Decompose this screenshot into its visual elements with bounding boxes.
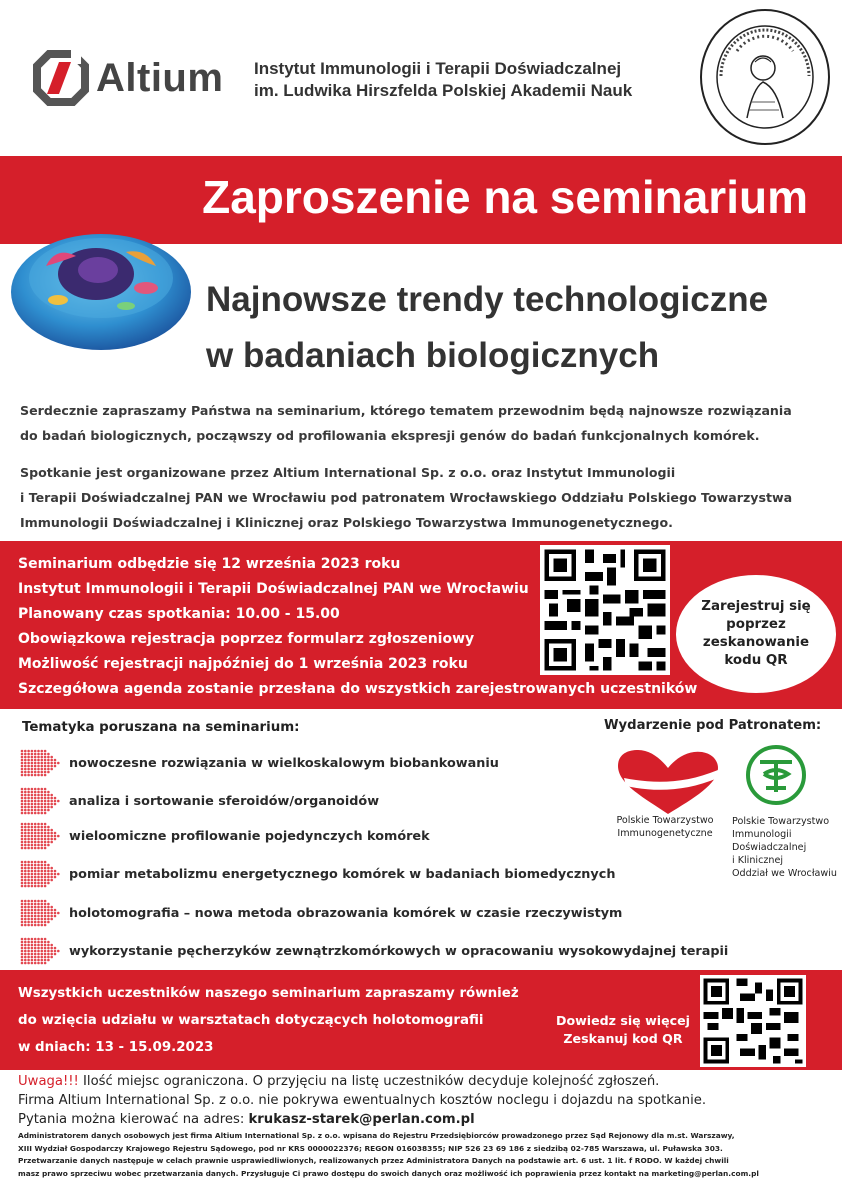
page-subtitle bbox=[206, 272, 768, 384]
dotted-arrow-icon bbox=[20, 898, 62, 928]
topic-item bbox=[20, 936, 728, 966]
altium-logo-icon bbox=[30, 48, 92, 108]
more-info-line: Dowiedz się więcej bbox=[556, 1013, 690, 1028]
intro-line: Immunologii Doświadczalnej i Klinicznej oraz Polskiego Towarzystwa Immunogenetycznego. bbox=[20, 515, 673, 530]
intro-paragraph-2 bbox=[20, 460, 810, 535]
topic-item bbox=[20, 898, 622, 928]
registration-qr-code-icon[interactable] bbox=[540, 545, 670, 675]
intro-line: do badań biologicznych, począwszy od profilowania ekspresji genów do badań funkcjonalnych komórek. bbox=[20, 428, 760, 443]
register-line: zeskanowanie bbox=[702, 635, 810, 650]
intro-line: Spotkanie jest organizowane przez Altium International Sp. z o.o. oraz Instytut Immunologii bbox=[20, 465, 676, 480]
intro-paragraph-1 bbox=[20, 398, 810, 448]
event-deadline: Możliwość rejestracji najpóźniej do 1 września 2023 roku bbox=[18, 656, 468, 672]
topic-text: pomiar metabolizmu energetycznego komórek w badaniach biomedycznych bbox=[69, 866, 616, 882]
legal-notice bbox=[18, 1130, 828, 1180]
contact-note bbox=[18, 1110, 706, 1129]
ptidk-name-line: Oddział we Wrocławiu bbox=[732, 868, 838, 879]
legal-line: Przetwarzanie danych następuje w celach prawnie usprawiedliwionych, realizowanych przez Administratora Danych na podstawie art. 6 ust. 1 lit. f RODO. W każdej chwili bbox=[18, 1156, 729, 1166]
capacity-note bbox=[18, 1072, 706, 1091]
patronage-heading: Wydarzenie pod Patronatem: bbox=[604, 718, 822, 733]
topic-text: wykorzystanie pęcherzyków zewnątrzkomórkowych w opracowaniu wysokowydajnej terapii bbox=[69, 943, 729, 959]
topic-item bbox=[20, 859, 615, 889]
hirszfeld-seal-icon bbox=[697, 6, 833, 148]
workshop-invite bbox=[18, 980, 519, 1061]
legal-line: masz prawo sprzeciwu wobec przetwarzania danych. Przysługuje Ci prawo dostępu do swoich danych oraz możliwość ich poprawienia przez kontakt na marketing@perlan.com.pl bbox=[18, 1168, 759, 1178]
register-line: poprzez bbox=[726, 617, 786, 632]
dotted-arrow-icon bbox=[20, 936, 62, 966]
workshop-more-info bbox=[555, 1012, 691, 1048]
event-agenda: Szczegółowa agenda zostanie przesłana do wszystkich zarejestrowanych uczestników bbox=[18, 681, 698, 697]
legal-line: Administratorem danych osobowych jest firma Altium International Sp. z o.o. wpisana do Rejestru Przedsiębiorców prowadzonego przez Sąd Rejonowy dla m.st. Warszawy, bbox=[18, 1131, 735, 1140]
subtitle-line-1: Najnowsze trendy technologiczne bbox=[206, 280, 769, 319]
contact-label: Pytania można kierować na adres: bbox=[18, 1112, 249, 1127]
ptidk-name-line: Doświadczalnej bbox=[732, 842, 807, 853]
topic-text: wieloomiczne profilowanie pojedynczych komórek bbox=[69, 828, 430, 844]
ptg-heart-logo-icon bbox=[614, 748, 722, 816]
dotted-arrow-icon bbox=[20, 821, 62, 851]
topic-text: holotomografia – nowa metoda obrazowania komórek w czasie rzeczywistym bbox=[69, 905, 623, 921]
event-location: Instytut Immunologii i Terapii Doświadczalnej PAN we Wrocławiu bbox=[18, 581, 529, 597]
page-title: Zaproszenie na seminarium bbox=[202, 171, 808, 223]
ptidk-green-logo-icon bbox=[738, 744, 814, 806]
topic-item bbox=[20, 821, 430, 851]
topics-heading: Tematyka poruszana na seminarium: bbox=[22, 720, 300, 735]
workshop-line: do wzięcia udziału w warsztatach dotyczących holotomografii bbox=[18, 1013, 484, 1028]
workshop-line: Wszystkich uczestników naszego seminarium zapraszamy również bbox=[18, 986, 519, 1001]
dotted-arrow-icon bbox=[20, 748, 62, 778]
altium-logo-text: Altium bbox=[96, 55, 224, 100]
intro-line: Serdecznie zapraszamy Państwa na seminarium, którego tematem przewodnim będą najnowsze rozwiązania bbox=[20, 403, 792, 418]
institute-line-1: Instytut Immunologii i Terapii Doświadczalnej bbox=[254, 59, 622, 78]
ptidk-name-line: Polskie Towarzystwo bbox=[732, 816, 830, 827]
topic-item bbox=[20, 786, 379, 816]
event-time: Planowany czas spotkania: 10.00 - 15.00 bbox=[18, 606, 340, 622]
ptidk-name-line: i Klinicznej bbox=[732, 855, 784, 866]
register-callout bbox=[676, 575, 836, 693]
cell-illustration-icon bbox=[6, 196, 196, 356]
ptidk-name-line: Immunologii bbox=[732, 829, 792, 840]
ptg-name bbox=[600, 814, 730, 840]
institute-line-2: im. Ludwika Hirszfelda Polskiej Akademii Nauk bbox=[254, 81, 633, 100]
warning-label: Uwaga!!! bbox=[18, 1074, 79, 1089]
contact-email-link[interactable]: krukasz-starek@perlan.com.pl bbox=[248, 1112, 475, 1127]
topic-item bbox=[20, 748, 499, 778]
register-line: kodu QR bbox=[724, 653, 788, 668]
register-line: Zarejestruj się bbox=[701, 599, 811, 614]
topic-text: nowoczesne rozwiązania w wielkoskalowym biobankowaniu bbox=[69, 755, 499, 771]
topic-text: analiza i sortowanie sferoidów/organoidów bbox=[69, 793, 380, 809]
ptg-name-line: Immunogenetyczne bbox=[617, 828, 713, 839]
ptidk-name bbox=[732, 815, 842, 880]
workshop-dates: w dniach: 13 - 15.09.2023 bbox=[18, 1040, 214, 1055]
dotted-arrow-icon bbox=[20, 786, 62, 816]
costs-note: Firma Altium International Sp. z o.o. nie pokrywa ewentualnych kosztów noclegu i dojazdu na spotkanie. bbox=[18, 1093, 707, 1108]
event-registration: Obowiązkowa rejestracja poprzez formularz zgłoszeniowy bbox=[18, 631, 475, 647]
subtitle-line-2: w badaniach biologicznych bbox=[206, 336, 660, 375]
ptg-name-line: Polskie Towarzystwo bbox=[616, 815, 714, 826]
warning-text: Ilość miejsc ograniczona. O przyjęciu na listę uczestników decyduje kolejność zgłoszeń. bbox=[78, 1074, 660, 1089]
altium-logo bbox=[30, 48, 230, 108]
notes bbox=[18, 1072, 706, 1129]
legal-line: XIII Wydział Gospodarczy Krajowego Rejestru Sądowego, pod nr KRS 0000022376; REGON 016038355; NIP 526 23 69 186 z siedzibą 02-785 Warszawa, ul. Puławska 303. bbox=[18, 1143, 723, 1153]
more-info-line: Zeskanuj kod QR bbox=[563, 1031, 683, 1046]
intro-line: i Terapii Doświadczalnej PAN we Wrocławiu pod patronatem Wrocławskiego Oddziału Polskiego Towarzystwa bbox=[20, 490, 793, 505]
workshop-qr-code-icon[interactable] bbox=[700, 975, 806, 1067]
event-date: Seminarium odbędzie się 12 września 2023 roku bbox=[18, 556, 401, 572]
institute-name bbox=[254, 58, 632, 102]
dotted-arrow-icon bbox=[20, 859, 62, 889]
